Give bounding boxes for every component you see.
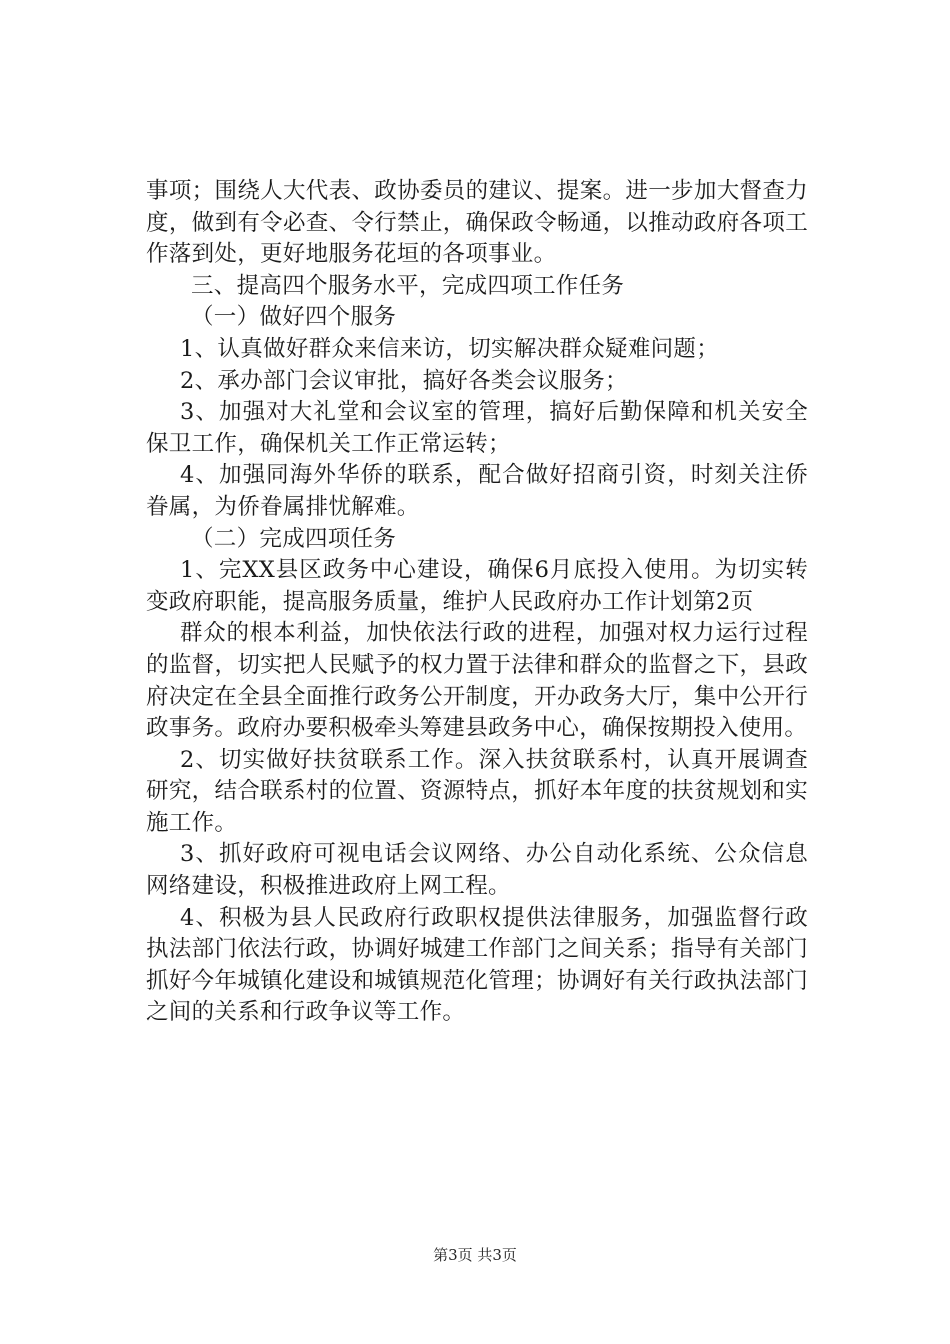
list-item-task-4: 4、积极为县人民政府行政职权提供法律服务，加强监督行政执法部门依法行政，协调好城建工作部门之间关系；指导有关部门抓好今年城镇化建设和城镇规范化管理；协调好有关行政执法部门之间的关系和行政争议等工作。 bbox=[146, 904, 808, 1026]
list-item-task-2: 2、切实做好扶贫联系工作。深入扶贫联系村，认真开展调查研究，结合联系村的位置、资源特点，抓好本年度的扶贫规划和实施工作。 bbox=[146, 746, 808, 836]
paragraph-task-1-detail: 群众的根本利益，加快依法行政的进程，加强对权力运行过程的监督，切实把人民赋予的权力置于法律和群众的监督之下，县政府决定在全县全面推行政务公开制度，开办政务大厅，集中公开行政事务。政府办要积极牵头筹建县政务中心，确保按期投入使用。 bbox=[146, 620, 808, 742]
list-item-task-1: 1、完XX县区政务中心建设，确保6月底投入使用。为切实转变政府职能，提高服务质量，维护人民政府办工作计划第2页 bbox=[146, 557, 808, 615]
list-item-task-3: 3、抓好政府可视电话会议网络、办公自动化系统、公众信息网络建设，积极推进政府上网工程。 bbox=[146, 841, 808, 900]
page-number-label: 第3页 共3页 bbox=[433, 1246, 517, 1264]
page-footer bbox=[0, 1245, 950, 1265]
subsection-heading-two: （二）完成四项任务 bbox=[191, 525, 397, 552]
document-body bbox=[146, 176, 808, 1029]
paragraph-continuation: 事项；围绕人大代表、政协委员的建议、提案。进一步加大督查力度，做到有令必查、令行禁止，确保政令畅通，以推动政府各项工作落到处，更好地服务花垣的各项事业。 bbox=[146, 178, 808, 268]
list-item-service-3: 3、加强对大礼堂和会议室的管理，搞好后勤保障和机关安全保卫工作，确保机关工作正常运转； bbox=[146, 399, 808, 457]
list-item-service-1: 1、认真做好群众来信来访，切实解决群众疑难问题； bbox=[180, 335, 720, 362]
subsection-heading-one: （一）做好四个服务 bbox=[191, 304, 397, 331]
list-item-service-2: 2、承办部门会议审批，搞好各类会议服务； bbox=[180, 367, 628, 394]
section-heading-three: 三、提高四个服务水平，完成四项工作任务 bbox=[191, 272, 625, 299]
list-item-service-4: 4、加强同海外华侨的联系，配合做好招商引资，时刻关注侨眷属，为侨眷属排忧解难。 bbox=[146, 462, 808, 520]
